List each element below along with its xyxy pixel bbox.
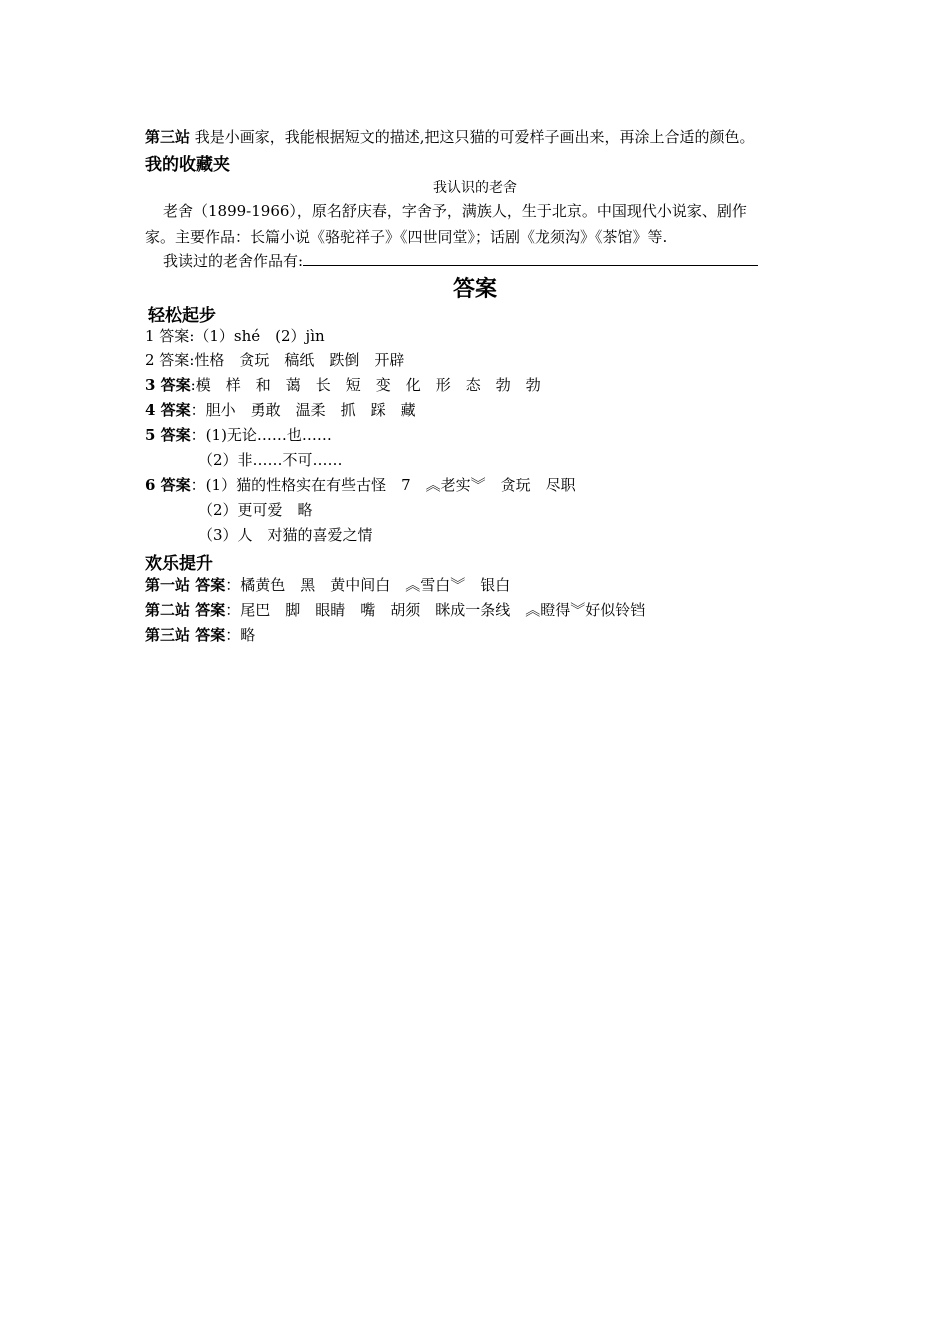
read-works-prompt [163, 251, 758, 271]
answer-2-label: 2 答案 [145, 351, 190, 369]
station-3-text: ：略 [225, 626, 256, 644]
station-2-answer [145, 600, 645, 620]
station-3-label: 第三站 答案 [145, 626, 226, 644]
answer-6-line-3: （3）人 对猫的喜爱之情 [198, 526, 373, 544]
answer-6-line-2: （2）更可爱 略 [198, 501, 313, 519]
answer-6 [145, 475, 576, 495]
station-label: 第三站 [145, 128, 191, 146]
answer-1-label: 1 答案 [145, 327, 190, 345]
answer-blank-line [303, 251, 758, 266]
station-1-text: ：橘黄色 黑 黄中间白 ︽雪白︾ 银白 [225, 576, 511, 594]
answers-title: 答案 [452, 277, 497, 302]
answer-1-text: :（1）shé (2）jìn [189, 327, 325, 345]
answer-3-label: 3 答案 [145, 376, 191, 394]
answer-5 [145, 425, 332, 445]
station-2-label: 第二站 答案 [145, 601, 226, 619]
answer-5-text: ：(1)无论……也…… [190, 426, 332, 444]
read-works-label: 我读过的老舍作品有: [163, 252, 304, 270]
article-title: 我认识的老舍 [433, 180, 517, 196]
answer-3-text: :模 样 和 蔼 长 短 变 化 形 态 勃 勃 [190, 376, 541, 394]
answer-1 [145, 326, 325, 346]
answer-4-text: ：胆小 勇敢 温柔 抓 踩 藏 [190, 401, 416, 419]
station-three-instruction [145, 127, 755, 147]
station-1-label: 第一站 答案 [145, 576, 226, 594]
station-3-answer [145, 625, 255, 645]
instruction-text: 我是小画家，我能根据短文的描述,把这只猫的可爱样子画出来，再涂上合适的颜色。 [190, 128, 755, 146]
favorites-heading: 我的收藏夹 [145, 155, 230, 175]
answer-2-text: :性格 贪玩 稿纸 跌倒 开辟 [189, 351, 405, 369]
answer-5-line-2: （2）非……不可…… [198, 451, 343, 469]
answer-4 [145, 400, 416, 420]
section-easy-start: 轻松起步 [148, 306, 216, 326]
answer-5-label: 5 答案 [145, 426, 191, 444]
section-fun-improve: 欢乐提升 [145, 554, 213, 574]
station-2-text: ：尾巴 脚 眼睛 嘴 胡须 眯成一条线 ︽瞪得︾好似铃铛 [225, 601, 646, 619]
station-1-answer [145, 575, 510, 595]
article-paragraph-line-2: 家。主要作品：长篇小说《骆驼祥子》《四世同堂》；话剧《龙须沟》《茶馆》等. [145, 228, 668, 246]
answer-6-text: ：(1）猫的性格实在有些古怪 7 ︽老实︾ 贪玩 尽职 [190, 476, 576, 494]
article-paragraph-line-1: 老舍（1899-1966），原名舒庆春，字舍予，满族人，生于北京。中国现代小说家、剧作 [163, 202, 747, 220]
answer-3 [145, 375, 541, 395]
answer-2 [145, 350, 404, 370]
answer-4-label: 4 答案 [145, 401, 191, 419]
answer-6-label: 6 答案 [145, 476, 191, 494]
